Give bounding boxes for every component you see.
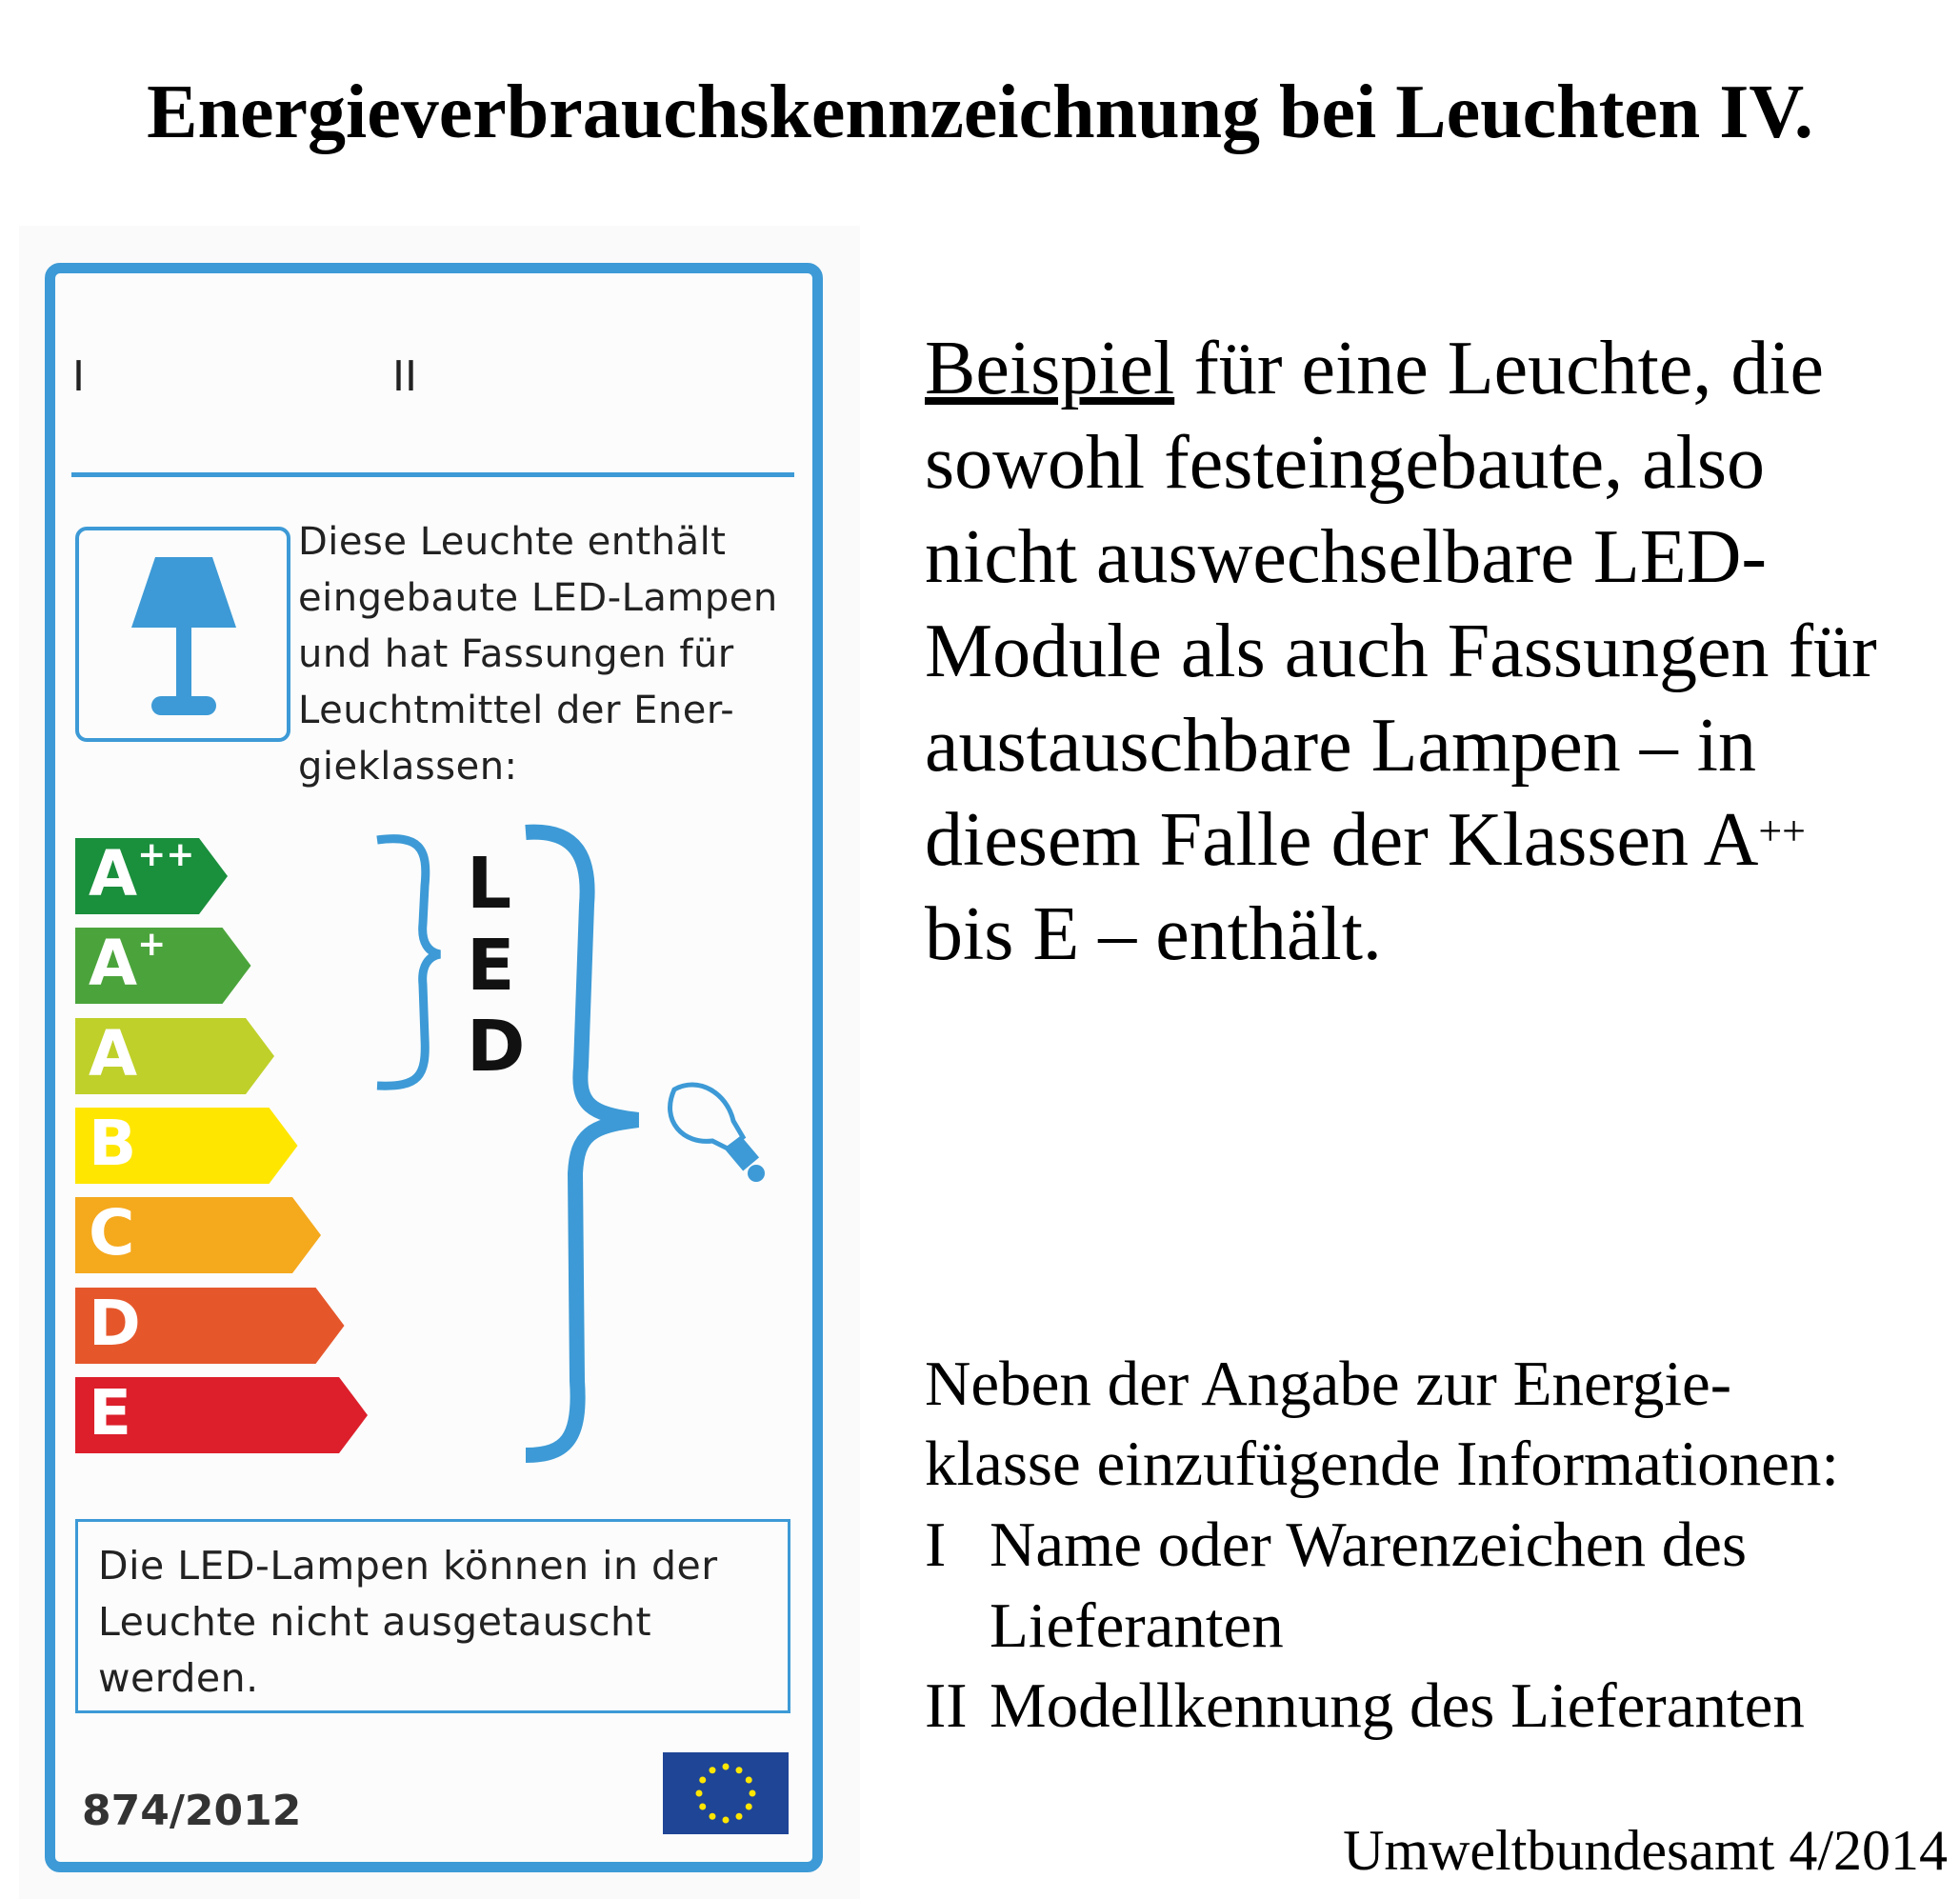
source-credit: Umweltbundesamt 4/2014 [1343, 1819, 1948, 1882]
example-line-3: nicht auswechselbare LED- [925, 515, 1768, 599]
eu-star [723, 1764, 730, 1770]
info-line-1: Neben der Angabe zur Energie- [925, 1349, 1732, 1419]
energy-class-letter: A [89, 1016, 138, 1090]
eu-star [710, 1767, 716, 1773]
energy-class-letter: C [89, 1196, 135, 1270]
led-letter-e: E [467, 925, 515, 1007]
eu-star [736, 1767, 743, 1773]
field-I-label: I [72, 352, 85, 401]
energy-class-d [75, 1288, 341, 1364]
energy-class-letter: A++ [89, 835, 195, 910]
eu-flag-icon [663, 1752, 789, 1834]
energy-class-letter: A+ [89, 925, 167, 1001]
eu-star [699, 1777, 706, 1784]
example-line-4: Module als auch Fassungen für [925, 610, 1877, 693]
notice-text: Die LED-Lampen können in der Leuchte nicht ausgetauscht werden. [98, 1543, 718, 1701]
energy-class-e [75, 1377, 364, 1453]
example-underlined: Beispiel [925, 327, 1175, 410]
energy-class-a-plus [75, 925, 248, 1004]
energy-class-b [75, 1108, 294, 1184]
example-line-6: diesem Falle der Klassen A++ [925, 798, 1806, 882]
example-line-7: bis E – enthält. [925, 892, 1382, 976]
field-II-label: II [392, 352, 417, 401]
info-item-II-num: II [925, 1670, 968, 1741]
example-line-1: Beispiel für eine Leuchte, die [925, 327, 1825, 410]
page-title: Energieverbrauchskennzeichnung bei Leuchten IV. [147, 70, 1813, 154]
info-item-II-text: Modellkennung des Lieferanten [990, 1670, 1805, 1741]
regulation-number: 874/2012 [82, 1787, 302, 1835]
eu-star [699, 1804, 706, 1810]
energy-class-c [75, 1197, 317, 1273]
eu-star [696, 1790, 703, 1797]
divider [71, 472, 794, 477]
energy-class-letter: E [89, 1375, 132, 1449]
table-lamp-icon [79, 530, 287, 738]
eu-star [746, 1804, 752, 1810]
energy-class-letter: B [89, 1106, 137, 1180]
info-line-2: klasse einzufügende Informationen: [925, 1429, 1839, 1499]
eu-star [723, 1817, 730, 1824]
light-bulb-icon [655, 1078, 774, 1192]
eu-star [750, 1790, 756, 1797]
description-text: Diese Leuchte enthält eingebaute LED-Lampen und hat Fassungen für Leuchtmittel der Ener- gieklassen: [298, 520, 778, 789]
eu-star [746, 1777, 752, 1784]
energy-class-a-plus-plus [75, 835, 224, 914]
energy-class-a [75, 1018, 270, 1094]
led-brace [377, 839, 440, 1087]
led-letter-d: D [467, 1006, 526, 1088]
energy-class-letter: D [89, 1286, 141, 1360]
all-brace [526, 832, 638, 1455]
led-letter-l: L [467, 843, 512, 925]
info-item-I-num: I [925, 1509, 947, 1580]
example-line-2: sowohl festeingebaute, also [925, 421, 1765, 505]
info-item-I-text: Name oder Warenzeichen des [990, 1509, 1748, 1580]
example-line-5: austauschbare Lampen – in [925, 704, 1757, 788]
eu-star [710, 1813, 716, 1820]
lamp-icon-box [75, 527, 290, 742]
info-item-I-text2: Lieferanten [990, 1590, 1284, 1661]
eu-star [736, 1813, 743, 1820]
